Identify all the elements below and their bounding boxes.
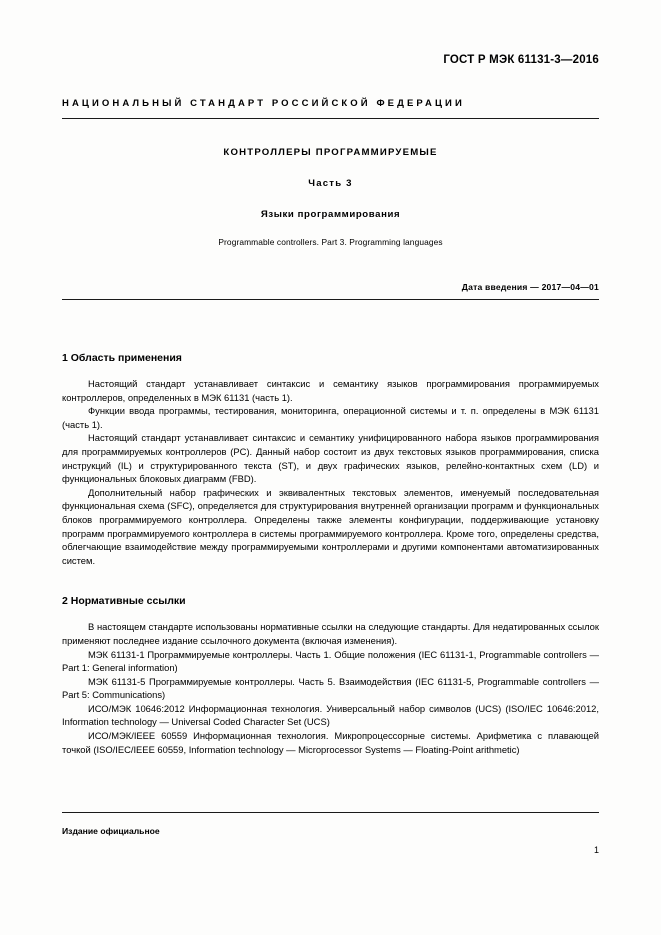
section-scope (62, 352, 599, 567)
section-heading: 2 Нормативные ссылки (62, 595, 186, 608)
paragraph: Настоящий стандарт устанавливает синтаксис и семантику унифицированного набора языков программирования для программируемых контроллеров (PC). Данный набор состоит из двух текстовых языков программирования, списка инструкций (IL) и структурированного текста (ST), и двух графических языков, релейно-контактных схем (LD) и функциональных блоковых диаграмм (FBD). (62, 432, 599, 485)
introduction-date-divider (62, 299, 599, 300)
document-subtitle: Языки программирования (260, 209, 401, 220)
standard-number: ГОСТ Р МЭК 61131-3—2016 (443, 54, 599, 66)
paragraph: ИСО/МЭК/IEEE 60559 Информационная технология. Микропроцессорные системы. Арифметика с плавающей точкой (ISO/IEC/IEEE 60559, Information technology — Microprocessor Systems — Floating-Point arithmetic) (62, 730, 599, 755)
section-normative-references (62, 595, 599, 756)
title-block (62, 147, 599, 247)
paragraph: Настоящий стандарт устанавливает синтаксис и семантику языков программирования программируемых контроллеров, определенных в МЭК 61131 (часть 1). (62, 378, 599, 403)
document-title: КОНТРОЛЛЕРЫ ПРОГРАММИРУЕМЫЕ (223, 147, 438, 158)
national-standard-line: НАЦИОНАЛЬНЫЙ СТАНДАРТ РОССИЙСКОЙ ФЕДЕРАЦИИ (62, 98, 465, 109)
page-content (62, 0, 599, 756)
document-title-english: Programmable controllers. Part 3. Programming languages (218, 237, 443, 247)
header-divider (62, 118, 599, 119)
introduction-date: Дата введения — 2017—04—01 (461, 282, 599, 292)
footer-divider (62, 812, 599, 813)
paragraph: МЭК 61131-1 Программируемые контроллеры. Часть 1. Общие положения (IEC 61131-1, Programmable controllers — Part 1: General information) (62, 648, 599, 674)
paragraph: ИСО/МЭК 10646:2012 Информационная технология. Универсальный набор символов (UCS) (ISO/IEC 10646:2012, Information technology — Universal Coded Character Set (UCS) (62, 702, 599, 728)
official-edition-label: Издание официальное (62, 826, 160, 836)
section-heading: 1 Область применения (62, 352, 182, 364)
paragraph: Дополнительный набор графических и эквивалентных текстовых элементов, именуемый последовательная функциональная схема (SFC), определяется для структурирования внутренней организации программ и функциональных блоков программируемого контроллера. Определены также элементы конфигурации, поддерживающие установку программ программируемого контроллера в системы программируемого контроллера. Кроме того, определены средства, облегчающие взаимодействие между программируемыми контроллерами и другими компонентами автоматизированных систем. (62, 486, 599, 566)
paragraph: В настоящем стандарте использованы нормативные ссылки на следующие стандарты. Для недатированных ссылок применяют последнее издание ссылочного документа (включая изменения). (62, 621, 599, 646)
page-number: 1 (593, 845, 599, 855)
paragraph: МЭК 61131-5 Программируемые контроллеры. Часть 5. Взаимодействия (IEC 61131-5, Programmable controllers — Part 5: Communications) (62, 675, 599, 701)
paragraph: Функции ввода программы, тестирования, мониторинга, операционной системы и т. п. определены в МЭК 61131 (часть 1). (62, 405, 599, 430)
document-part: Часть 3 (308, 178, 353, 189)
